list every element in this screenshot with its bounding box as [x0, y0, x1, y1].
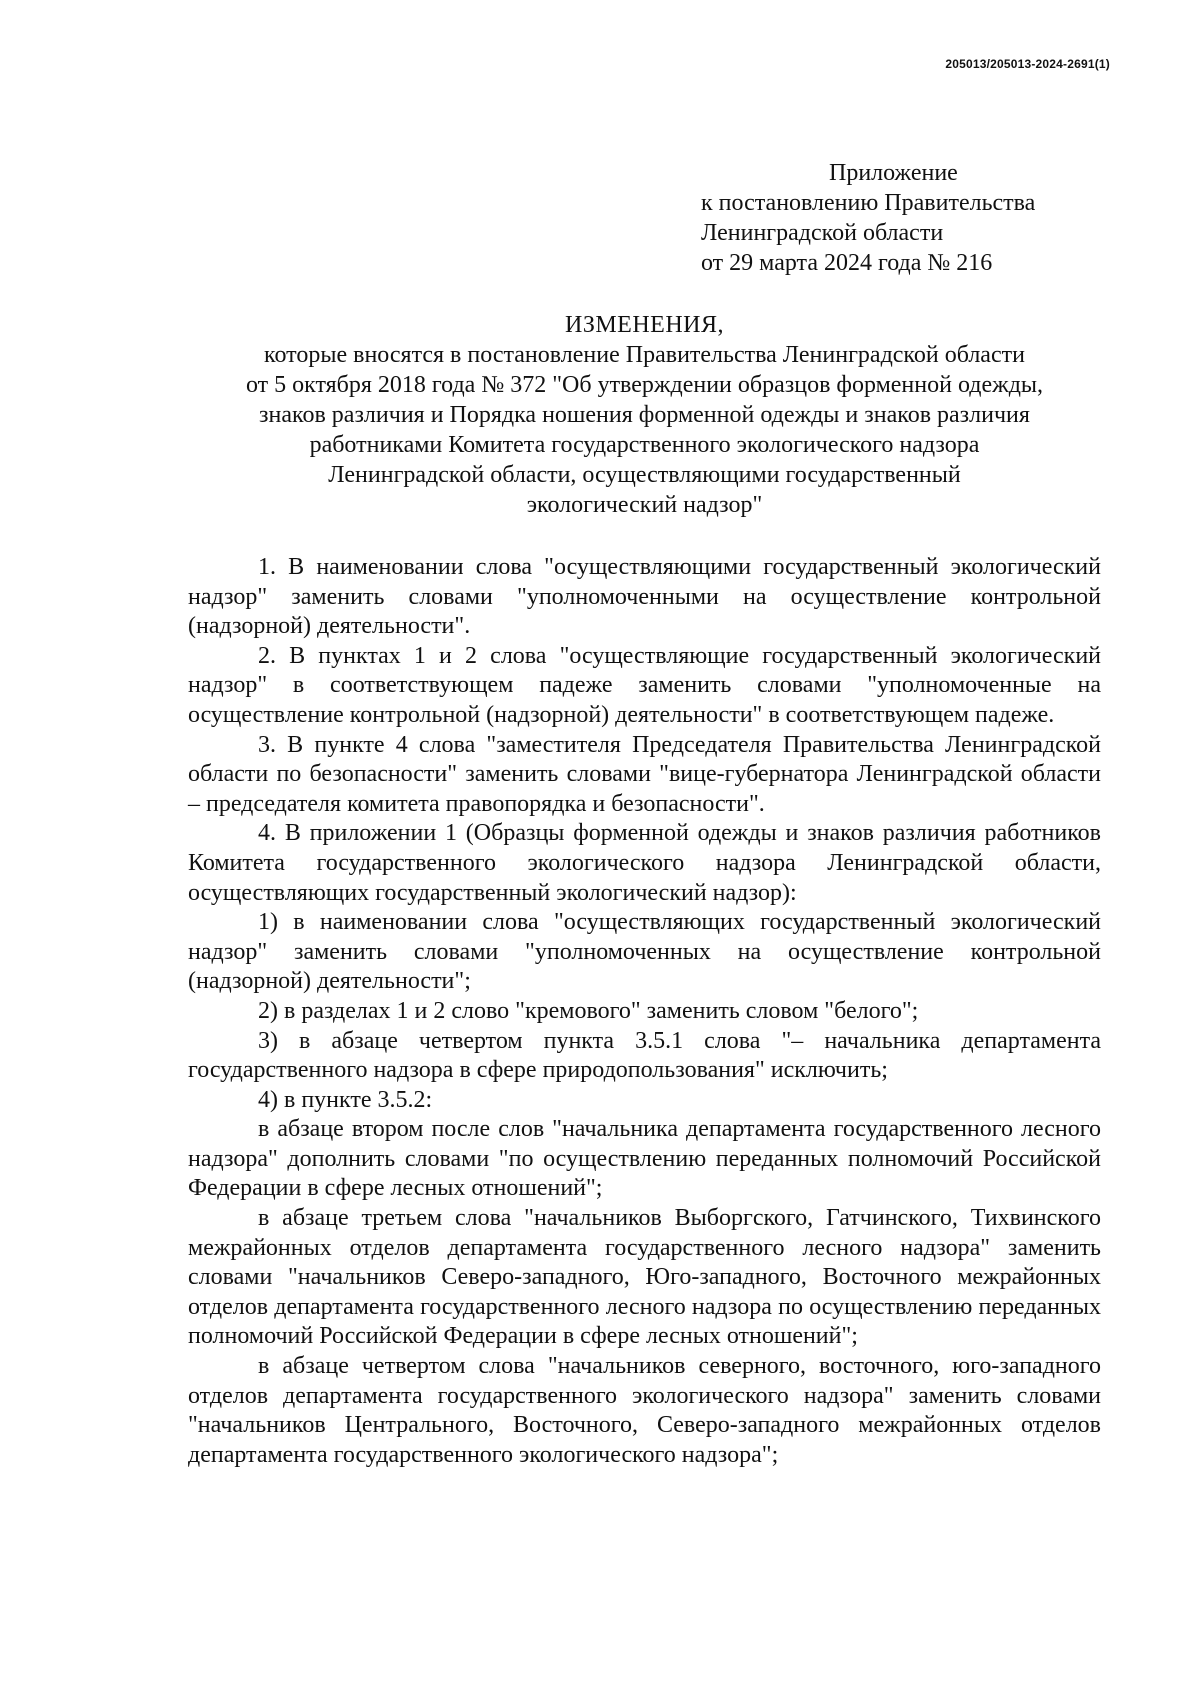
heading-line: знаков различия и Порядка ношения форменной одежды и знаков различия	[259, 402, 1030, 428]
appendix-line-region: Ленинградской области	[701, 220, 944, 246]
heading-title: ИЗМЕНЕНИЯ,	[564, 312, 725, 338]
heading-line: работниками Комитета государственного экологического надзора	[309, 432, 980, 458]
subparagraph-1: 1) в наименовании слова "осуществляющих государственный экологический надзор" заменить словами "уполномоченных на осуществление контрольной (надзорной) деятельности";	[188, 909, 1101, 995]
heading-line: от 5 октября 2018 года № 372 "Об утверждении образцов форменной одежды,	[245, 372, 1044, 398]
heading-line: экологический надзор"	[526, 492, 763, 518]
subparagraph-2: 2) в разделах 1 и 2 слово "кремового" заменить словом "белого";	[258, 997, 919, 1024]
appendix-block	[701, 158, 1035, 278]
subparagraph-3: 3) в абзаце четвертом пункта 3.5.1 слова "– начальника департамента государственного надзора в сфере природопользования" исключить;	[188, 1027, 1101, 1084]
document-heading	[188, 310, 1101, 520]
heading-line: которые вносятся в постановление Правительства Ленинградской области	[264, 342, 1025, 368]
paragraph-item-3: 3. В пункте 4 слова "заместителя Председателя Правительства Ленинградской области по безопасности" заменить словами "вице-губернатора Ленинградской области – председателя комитета правопорядка и безопасности".	[188, 731, 1101, 817]
clause-paragraph-fourth: в абзаце четвертом слова "начальников северного, восточного, юго-западного отделов департамента государственного экологического надзора" заменить словами "начальников Центрального, Восточного, Северо-западного межрайонных отделов департамента государственного экологического надзора";	[188, 1353, 1101, 1468]
appendix-title: Приложение	[829, 160, 958, 186]
paragraph-item-1: 1. В наименовании слова "осуществляющими государственный экологический надзор" заменить словами "уполномоченными на осуществление контрольной (надзорной) деятельности".	[188, 554, 1101, 640]
paragraph-item-2: 2. В пунктах 1 и 2 слова "осуществляющие государственный экологический надзор" в соответствующем падеже заменить словами "уполномоченные на осуществление контрольной (надзорной) деятельности" в соответствующем падеже.	[188, 642, 1101, 728]
document-registration-number: 205013/205013-2024-2691(1)	[945, 57, 1110, 71]
paragraph-item-4: 4. В приложении 1 (Образцы форменной одежды и знаков различия работников Комитета государственного экологического надзора Ленинградской области, осуществляющих государственный экологический надзор):	[188, 820, 1101, 906]
appendix-line-date: от 29 марта 2024 года № 216	[701, 250, 993, 276]
appendix-line-resolution: к постановлению Правительства	[701, 190, 1036, 216]
heading-line: Ленинградской области, осуществляющими государственный	[328, 462, 961, 488]
clause-paragraph-third: в абзаце третьем слова "начальников Выборгского, Гатчинского, Тихвинского межрайонных отделов департамента государственного лесного надзора" заменить словами "начальников Северо-западного, Юго-западного, Восточного межрайонных отделов департамента государственного лесного надзора по осуществлению переданных полномочий Российской Федерации в сфере лесных отношений";	[188, 1205, 1101, 1350]
subparagraph-4: 4) в пункте 3.5.2:	[258, 1086, 433, 1113]
clause-paragraph-second: в абзаце втором после слов "начальника департамента государственного лесного надзора" дополнить словами "по осуществлению переданных полномочий Российской Федерации в сфере лесных отношений";	[188, 1116, 1101, 1202]
document-body	[188, 553, 1101, 1470]
